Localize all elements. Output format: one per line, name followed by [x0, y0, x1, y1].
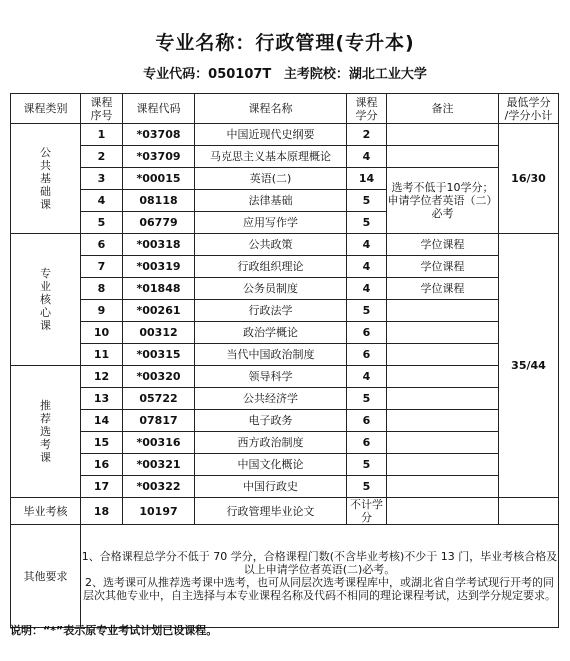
other-requirements-label: 其他要求 — [11, 525, 81, 628]
course-name: 行政管理毕业论文 — [195, 498, 347, 525]
course-name: 行政法学 — [195, 300, 347, 322]
course-note — [387, 476, 499, 498]
other-requirements-row — [11, 525, 559, 628]
course-code: 08118 — [123, 190, 195, 212]
major-code: 专业代码：050107T — [143, 67, 272, 82]
header-min-credit: 最低学分 /学分小计 — [499, 94, 559, 124]
course-note — [387, 432, 499, 454]
table-row — [11, 454, 559, 476]
table-row — [11, 300, 559, 322]
course-plan-table — [10, 93, 559, 628]
course-credit: 4 — [347, 256, 387, 278]
course-seq: 5 — [81, 212, 123, 234]
course-seq: 15 — [81, 432, 123, 454]
course-code: *00318 — [123, 234, 195, 256]
course-name: 法律基础 — [195, 190, 347, 212]
table-row — [11, 256, 559, 278]
header-seq: 课程 序号 — [81, 94, 123, 124]
table-row — [11, 432, 559, 454]
category-char: 考 — [40, 438, 51, 451]
subtitle — [0, 63, 570, 82]
course-credit: 5 — [347, 388, 387, 410]
table-row — [11, 124, 559, 146]
course-name: 中国行政史 — [195, 476, 347, 498]
course-code: 00312 — [123, 322, 195, 344]
header-credit: 课程 学分 — [347, 94, 387, 124]
course-seq: 3 — [81, 168, 123, 190]
table-row — [11, 146, 559, 168]
category-char: 专 — [40, 267, 51, 280]
course-note: 学位课程 — [387, 256, 499, 278]
course-code: *00320 — [123, 366, 195, 388]
course-credit: 6 — [347, 432, 387, 454]
course-code: *00015 — [123, 168, 195, 190]
category-char: 共 — [40, 159, 51, 172]
course-note — [387, 410, 499, 432]
course-note — [387, 454, 499, 476]
course-seq: 12 — [81, 366, 123, 388]
course-credit: 6 — [347, 344, 387, 366]
course-seq: 6 — [81, 234, 123, 256]
course-note — [387, 146, 499, 168]
course-code: *03708 — [123, 124, 195, 146]
table-row — [11, 366, 559, 388]
course-code: 06779 — [123, 212, 195, 234]
requirement-2: 2、选考课可从推荐选考课中选考，也可从同层次选考课程库中，或湖北省自学考试现行开考的同层次其他专业中，自主选择与本专业课程名称及代码不相同的理论课程考试，达到学分规定要求。 — [83, 576, 556, 602]
header-note: 备注 — [387, 94, 499, 124]
course-credit: 5 — [347, 190, 387, 212]
course-code: *03709 — [123, 146, 195, 168]
course-credit: 6 — [347, 322, 387, 344]
table-row — [11, 168, 559, 190]
course-seq: 16 — [81, 454, 123, 476]
min-credit-core: 35/44 — [499, 234, 559, 498]
course-credit: 4 — [347, 278, 387, 300]
table-row — [11, 388, 559, 410]
course-credit: 不计学分 — [347, 498, 387, 525]
category-char: 荐 — [40, 412, 51, 425]
course-note — [387, 366, 499, 388]
course-code: *00315 — [123, 344, 195, 366]
course-seq: 2 — [81, 146, 123, 168]
header-row — [11, 94, 559, 124]
category-thesis: 毕业考核 — [11, 498, 81, 525]
course-name: 电子政务 — [195, 410, 347, 432]
category-elective — [11, 366, 81, 498]
header-code: 课程代码 — [123, 94, 195, 124]
other-requirements-text — [81, 525, 559, 628]
category-char: 推 — [40, 399, 51, 412]
course-seq: 10 — [81, 322, 123, 344]
category-char: 课 — [40, 451, 51, 464]
course-name: 中国近现代史纲要 — [195, 124, 347, 146]
course-seq: 8 — [81, 278, 123, 300]
course-code: *00322 — [123, 476, 195, 498]
course-name: 公务员制度 — [195, 278, 347, 300]
course-seq: 18 — [81, 498, 123, 525]
category-char: 核 — [40, 293, 51, 306]
header-name: 课程名称 — [195, 94, 347, 124]
category-char: 础 — [40, 185, 51, 198]
category-char: 课 — [40, 198, 51, 211]
course-name: 应用写作学 — [195, 212, 347, 234]
course-name: 马克思主义基本原理概论 — [195, 146, 347, 168]
course-seq: 17 — [81, 476, 123, 498]
course-note — [387, 498, 499, 525]
requirement-1: 1、合格课程总学分不低于 70 学分，合格课程门数(不含毕业考核)不少于 13 门，毕业考核合格及以上申请学位者英语(二)必考。 — [81, 550, 558, 576]
course-seq: 4 — [81, 190, 123, 212]
course-seq: 1 — [81, 124, 123, 146]
category-char: 基 — [40, 172, 51, 185]
table-row — [11, 476, 559, 498]
table-row — [11, 278, 559, 300]
category-public — [11, 124, 81, 234]
category-char: 课 — [40, 319, 51, 332]
course-code: *00261 — [123, 300, 195, 322]
course-name: 领导科学 — [195, 366, 347, 388]
course-code: 10197 — [123, 498, 195, 525]
course-credit: 6 — [347, 410, 387, 432]
public-elective-note: 选考不低于10学分； 申请学位者英语（二）必考 — [387, 168, 499, 234]
course-code: *00316 — [123, 432, 195, 454]
course-name: 英语(二) — [195, 168, 347, 190]
course-code: *01848 — [123, 278, 195, 300]
course-note — [387, 124, 499, 146]
course-seq: 14 — [81, 410, 123, 432]
category-char: 选 — [40, 425, 51, 438]
course-name: 中国文化概论 — [195, 454, 347, 476]
page-title: 专业名称：行政管理(专升本) — [155, 32, 415, 54]
course-name: 当代中国政治制度 — [195, 344, 347, 366]
course-code: *00321 — [123, 454, 195, 476]
course-credit: 5 — [347, 454, 387, 476]
course-note: 学位课程 — [387, 234, 499, 256]
course-note — [499, 498, 559, 525]
course-credit: 14 — [347, 168, 387, 190]
host-school: 主考院校：湖北工业大学 — [283, 67, 427, 82]
table-row — [11, 322, 559, 344]
course-note: 学位课程 — [387, 278, 499, 300]
footnote: 说明：“*”表示原专业考试计划已设课程。 — [10, 624, 218, 637]
course-credit: 4 — [347, 366, 387, 388]
course-note — [387, 300, 499, 322]
course-credit: 5 — [347, 300, 387, 322]
course-name: 政治学概论 — [195, 322, 347, 344]
course-seq: 9 — [81, 300, 123, 322]
course-credit: 2 — [347, 124, 387, 146]
course-seq: 13 — [81, 388, 123, 410]
table-row — [11, 344, 559, 366]
course-name: 行政组织理论 — [195, 256, 347, 278]
course-name: 西方政治制度 — [195, 432, 347, 454]
course-credit: 5 — [347, 212, 387, 234]
category-char: 心 — [40, 306, 51, 319]
course-credit: 4 — [347, 146, 387, 168]
category-char: 公 — [40, 146, 51, 159]
course-code: 05722 — [123, 388, 195, 410]
table-row — [11, 410, 559, 432]
table-row — [11, 234, 559, 256]
course-name: 公共政策 — [195, 234, 347, 256]
header-category: 课程类别 — [11, 94, 81, 124]
course-name: 公共经济学 — [195, 388, 347, 410]
course-note — [387, 388, 499, 410]
course-seq: 11 — [81, 344, 123, 366]
course-credit: 5 — [347, 476, 387, 498]
course-seq: 7 — [81, 256, 123, 278]
table-row — [11, 498, 559, 525]
category-char: 业 — [40, 280, 51, 293]
category-core — [11, 234, 81, 366]
course-credit: 4 — [347, 234, 387, 256]
course-note — [387, 344, 499, 366]
course-code: *00319 — [123, 256, 195, 278]
course-note — [387, 322, 499, 344]
min-credit-public: 16/30 — [499, 124, 559, 234]
course-code: 07817 — [123, 410, 195, 432]
